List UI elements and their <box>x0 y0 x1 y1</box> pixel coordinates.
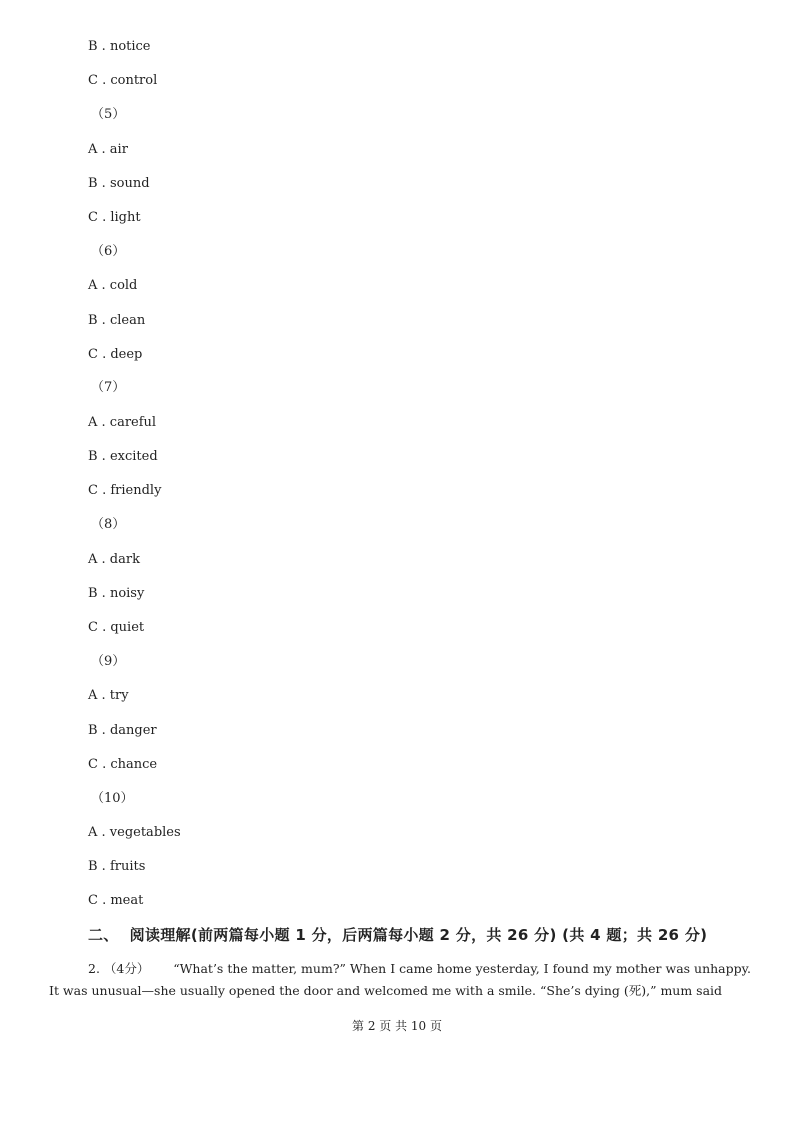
option-line: B . clean <box>88 313 146 328</box>
option-line: C . light <box>88 210 141 225</box>
question-number: （8） <box>91 517 126 532</box>
question-number: （9） <box>91 654 126 669</box>
option-line: A . vegetables <box>88 825 181 840</box>
option-line: B . excited <box>88 449 158 464</box>
question-number: （6） <box>91 244 126 259</box>
option-line: A . try <box>88 688 129 703</box>
option-line: C . chance <box>88 757 158 772</box>
option-line: A . dark <box>88 552 140 567</box>
option-line: C . deep <box>88 347 143 362</box>
question-number: （7） <box>91 380 126 395</box>
option-line: A . careful <box>88 415 157 430</box>
option-line: B . danger <box>88 723 157 738</box>
option-line: A . air <box>88 142 128 157</box>
option-line: C . control <box>88 73 158 88</box>
section-heading: 二、 阅读理解(前两篇每小题 1 分，后两篇每小题 2 分，共 26 分) (共 4 题；共 26 分) <box>88 926 708 944</box>
passage-line-1: 2. （4分） “What’s the matter, mum?” When I came home yesterday, I found my mother was unhappy. <box>88 961 752 976</box>
option-line: B . noisy <box>88 586 145 601</box>
option-line: C . friendly <box>88 483 162 498</box>
question-number: （10） <box>91 791 134 806</box>
question-number: （5） <box>91 107 126 122</box>
option-line: B . notice <box>88 39 151 54</box>
passage-line-2: It was unusual—she usually opened the door and welcomed me with a smile. “She’s dying (死),” mum said <box>49 983 723 998</box>
option-line: C . meat <box>88 893 144 908</box>
page-footer: 第 2 页 共 10 页 <box>352 1019 442 1033</box>
option-line: B . sound <box>88 176 150 191</box>
option-line: C . quiet <box>88 620 145 635</box>
option-line: B . fruits <box>88 859 146 874</box>
option-line: A . cold <box>88 278 138 293</box>
